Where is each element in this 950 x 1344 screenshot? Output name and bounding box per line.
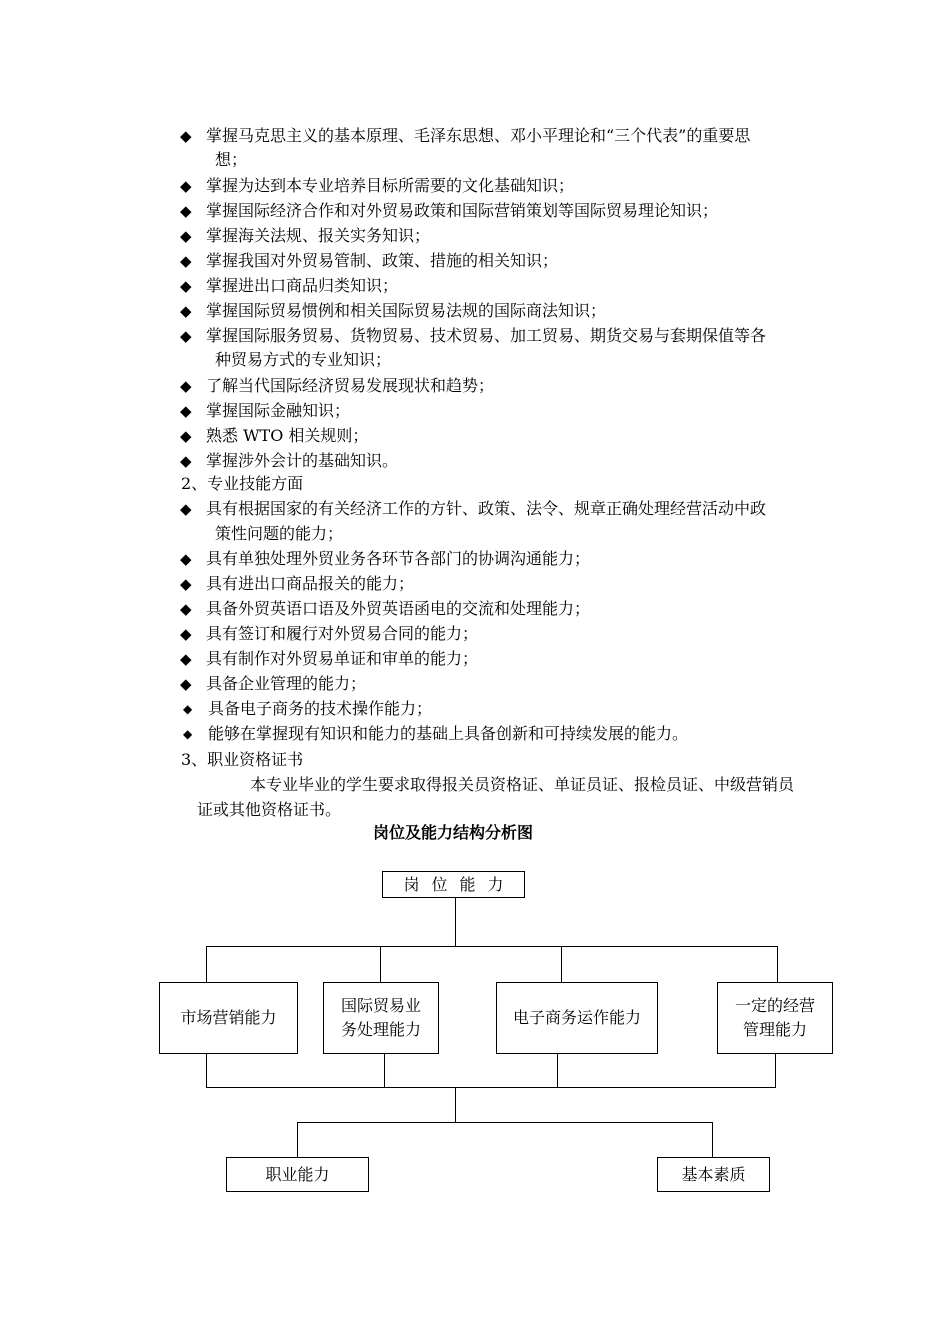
knowledge-item-text: 掌握海关法规、报关实务知识； xyxy=(206,226,431,245)
node-post-ability xyxy=(382,871,525,898)
node-trade xyxy=(323,982,439,1054)
knowledge-item-text: 掌握我国对外贸易管制、政策、措施的相关知识； xyxy=(206,251,559,270)
skill-item-text: 具有根据国家的有关经济工作的方针、政策、法令、规章正确处理经营活动中政 xyxy=(206,499,767,518)
connector-line xyxy=(206,946,207,983)
connector-line xyxy=(206,946,778,947)
section3-heading: 3、职业资格证书 xyxy=(181,750,304,769)
connector-line xyxy=(455,1087,456,1123)
connector-line xyxy=(297,1122,713,1123)
bullet-icon: ◆ xyxy=(180,600,192,618)
bullet-icon: ◆ xyxy=(180,327,192,345)
bullet-icon: ◆ xyxy=(183,727,193,741)
connector-line xyxy=(206,1087,776,1088)
knowledge-item-text: 掌握国际经济合作和对外贸易政策和国际营销策划等国际贸易理论知识； xyxy=(206,201,719,220)
connector-line xyxy=(380,946,381,983)
knowledge-item-text: 掌握国际服务贸易、货物贸易、技术贸易、加工贸易、期货交易与套期保值等各 xyxy=(206,326,767,345)
knowledge-item-continuation: 想； xyxy=(215,150,248,169)
section3-paragraph-line1: 本专业毕业的学生要求取得报关员资格证、单证员证、报检员证、中级营销员 xyxy=(250,775,795,794)
knowledge-item-text: 掌握进出口商品归类知识； xyxy=(206,276,399,295)
bullet-icon: ◆ xyxy=(180,550,192,568)
bullet-icon: ◆ xyxy=(180,625,192,643)
bullet-icon: ◆ xyxy=(180,675,192,693)
bullet-icon: ◆ xyxy=(180,377,192,395)
bullet-icon: ◆ xyxy=(180,427,192,445)
bullet-icon: ◆ xyxy=(180,452,192,470)
node-marketing xyxy=(159,982,298,1054)
node-management-label-line2: 管理能力 xyxy=(742,1020,807,1039)
connector-line xyxy=(561,946,562,983)
knowledge-item-text: 掌握马克思主义的基本原理、毛泽东思想、邓小平理论和“三个代表”的重要思 xyxy=(206,126,751,145)
node-management-label-line1: 一定的经营 xyxy=(734,996,815,1015)
skill-item-continuation: 策性问题的能力； xyxy=(215,524,344,543)
bullet-icon: ◆ xyxy=(180,177,192,195)
bullet-icon: ◆ xyxy=(180,277,192,295)
connector-line xyxy=(775,1054,776,1088)
skill-item-text: 具有制作对外贸易单证和审单的能力； xyxy=(206,649,479,668)
bullet-icon: ◆ xyxy=(180,302,192,320)
bullet-icon: ◆ xyxy=(180,575,192,593)
skill-item-text: 具备外贸英语口语及外贸英语函电的交流和处理能力； xyxy=(206,599,591,618)
skill-item-text: 能够在掌握现有知识和能力的基础上具备创新和可持续发展的能力。 xyxy=(208,724,689,743)
node-trade-label-line1: 国际贸易业 xyxy=(340,996,421,1015)
connector-line xyxy=(206,1054,207,1088)
node-management xyxy=(717,982,833,1054)
chart-title: 岗位及能力结构分析图 xyxy=(372,823,533,842)
bullet-icon: ◆ xyxy=(180,227,192,245)
bullet-icon: ◆ xyxy=(180,500,192,518)
skill-item-text: 具备企业管理的能力； xyxy=(206,674,367,693)
section3-paragraph-line2: 证或其他资格证书。 xyxy=(197,800,342,819)
node-basic xyxy=(657,1157,770,1192)
knowledge-item-continuation: 种贸易方式的专业知识； xyxy=(215,350,392,369)
node-ecommerce xyxy=(496,982,658,1054)
knowledge-item-text: 了解当代国际经济贸易发展现状和趋势； xyxy=(206,376,495,395)
skill-item-text: 具有进出口商品报关的能力； xyxy=(206,574,415,593)
knowledge-item-text: 掌握国际贸易惯例和相关国际贸易法规的国际商法知识； xyxy=(206,301,607,320)
connector-line xyxy=(557,1054,558,1088)
bullet-icon: ◆ xyxy=(180,252,192,270)
connector-line xyxy=(384,1054,385,1088)
section2-heading: 2、专业技能方面 xyxy=(181,474,304,493)
bullet-icon: ◆ xyxy=(183,702,193,716)
bullet-icon: ◆ xyxy=(180,202,192,220)
node-post-ability-label: 岗位能力 xyxy=(403,874,516,894)
node-ecommerce-label: 电子商务运作能力 xyxy=(512,1008,641,1027)
node-basic-label: 基本素质 xyxy=(681,1164,746,1184)
bullet-icon: ◆ xyxy=(180,127,192,145)
skill-item-text: 具有单独处理外贸业务各环节各部门的协调沟通能力； xyxy=(206,549,591,568)
connector-line xyxy=(297,1122,298,1158)
connector-line xyxy=(455,898,456,947)
skill-item-text: 具备电子商务的技术操作能力； xyxy=(208,699,433,718)
knowledge-item-text: 掌握国际金融知识； xyxy=(206,401,351,420)
skill-item-text: 具有签订和履行对外贸易合同的能力； xyxy=(206,624,479,643)
knowledge-item-text: 熟悉 WTO 相关规则； xyxy=(206,426,369,445)
connector-line xyxy=(777,946,778,983)
knowledge-item-text: 掌握涉外会计的基础知识。 xyxy=(206,451,399,470)
knowledge-item-text: 掌握为达到本专业培养目标所需要的文化基础知识； xyxy=(206,176,575,195)
node-trade-label-line2: 务处理能力 xyxy=(340,1020,421,1039)
bullet-icon: ◆ xyxy=(180,650,192,668)
node-vocational-label: 职业能力 xyxy=(265,1164,330,1184)
node-vocational xyxy=(226,1157,369,1192)
bullet-icon: ◆ xyxy=(180,402,192,420)
node-marketing-label: 市场营销能力 xyxy=(180,1008,277,1027)
connector-line xyxy=(712,1122,713,1158)
